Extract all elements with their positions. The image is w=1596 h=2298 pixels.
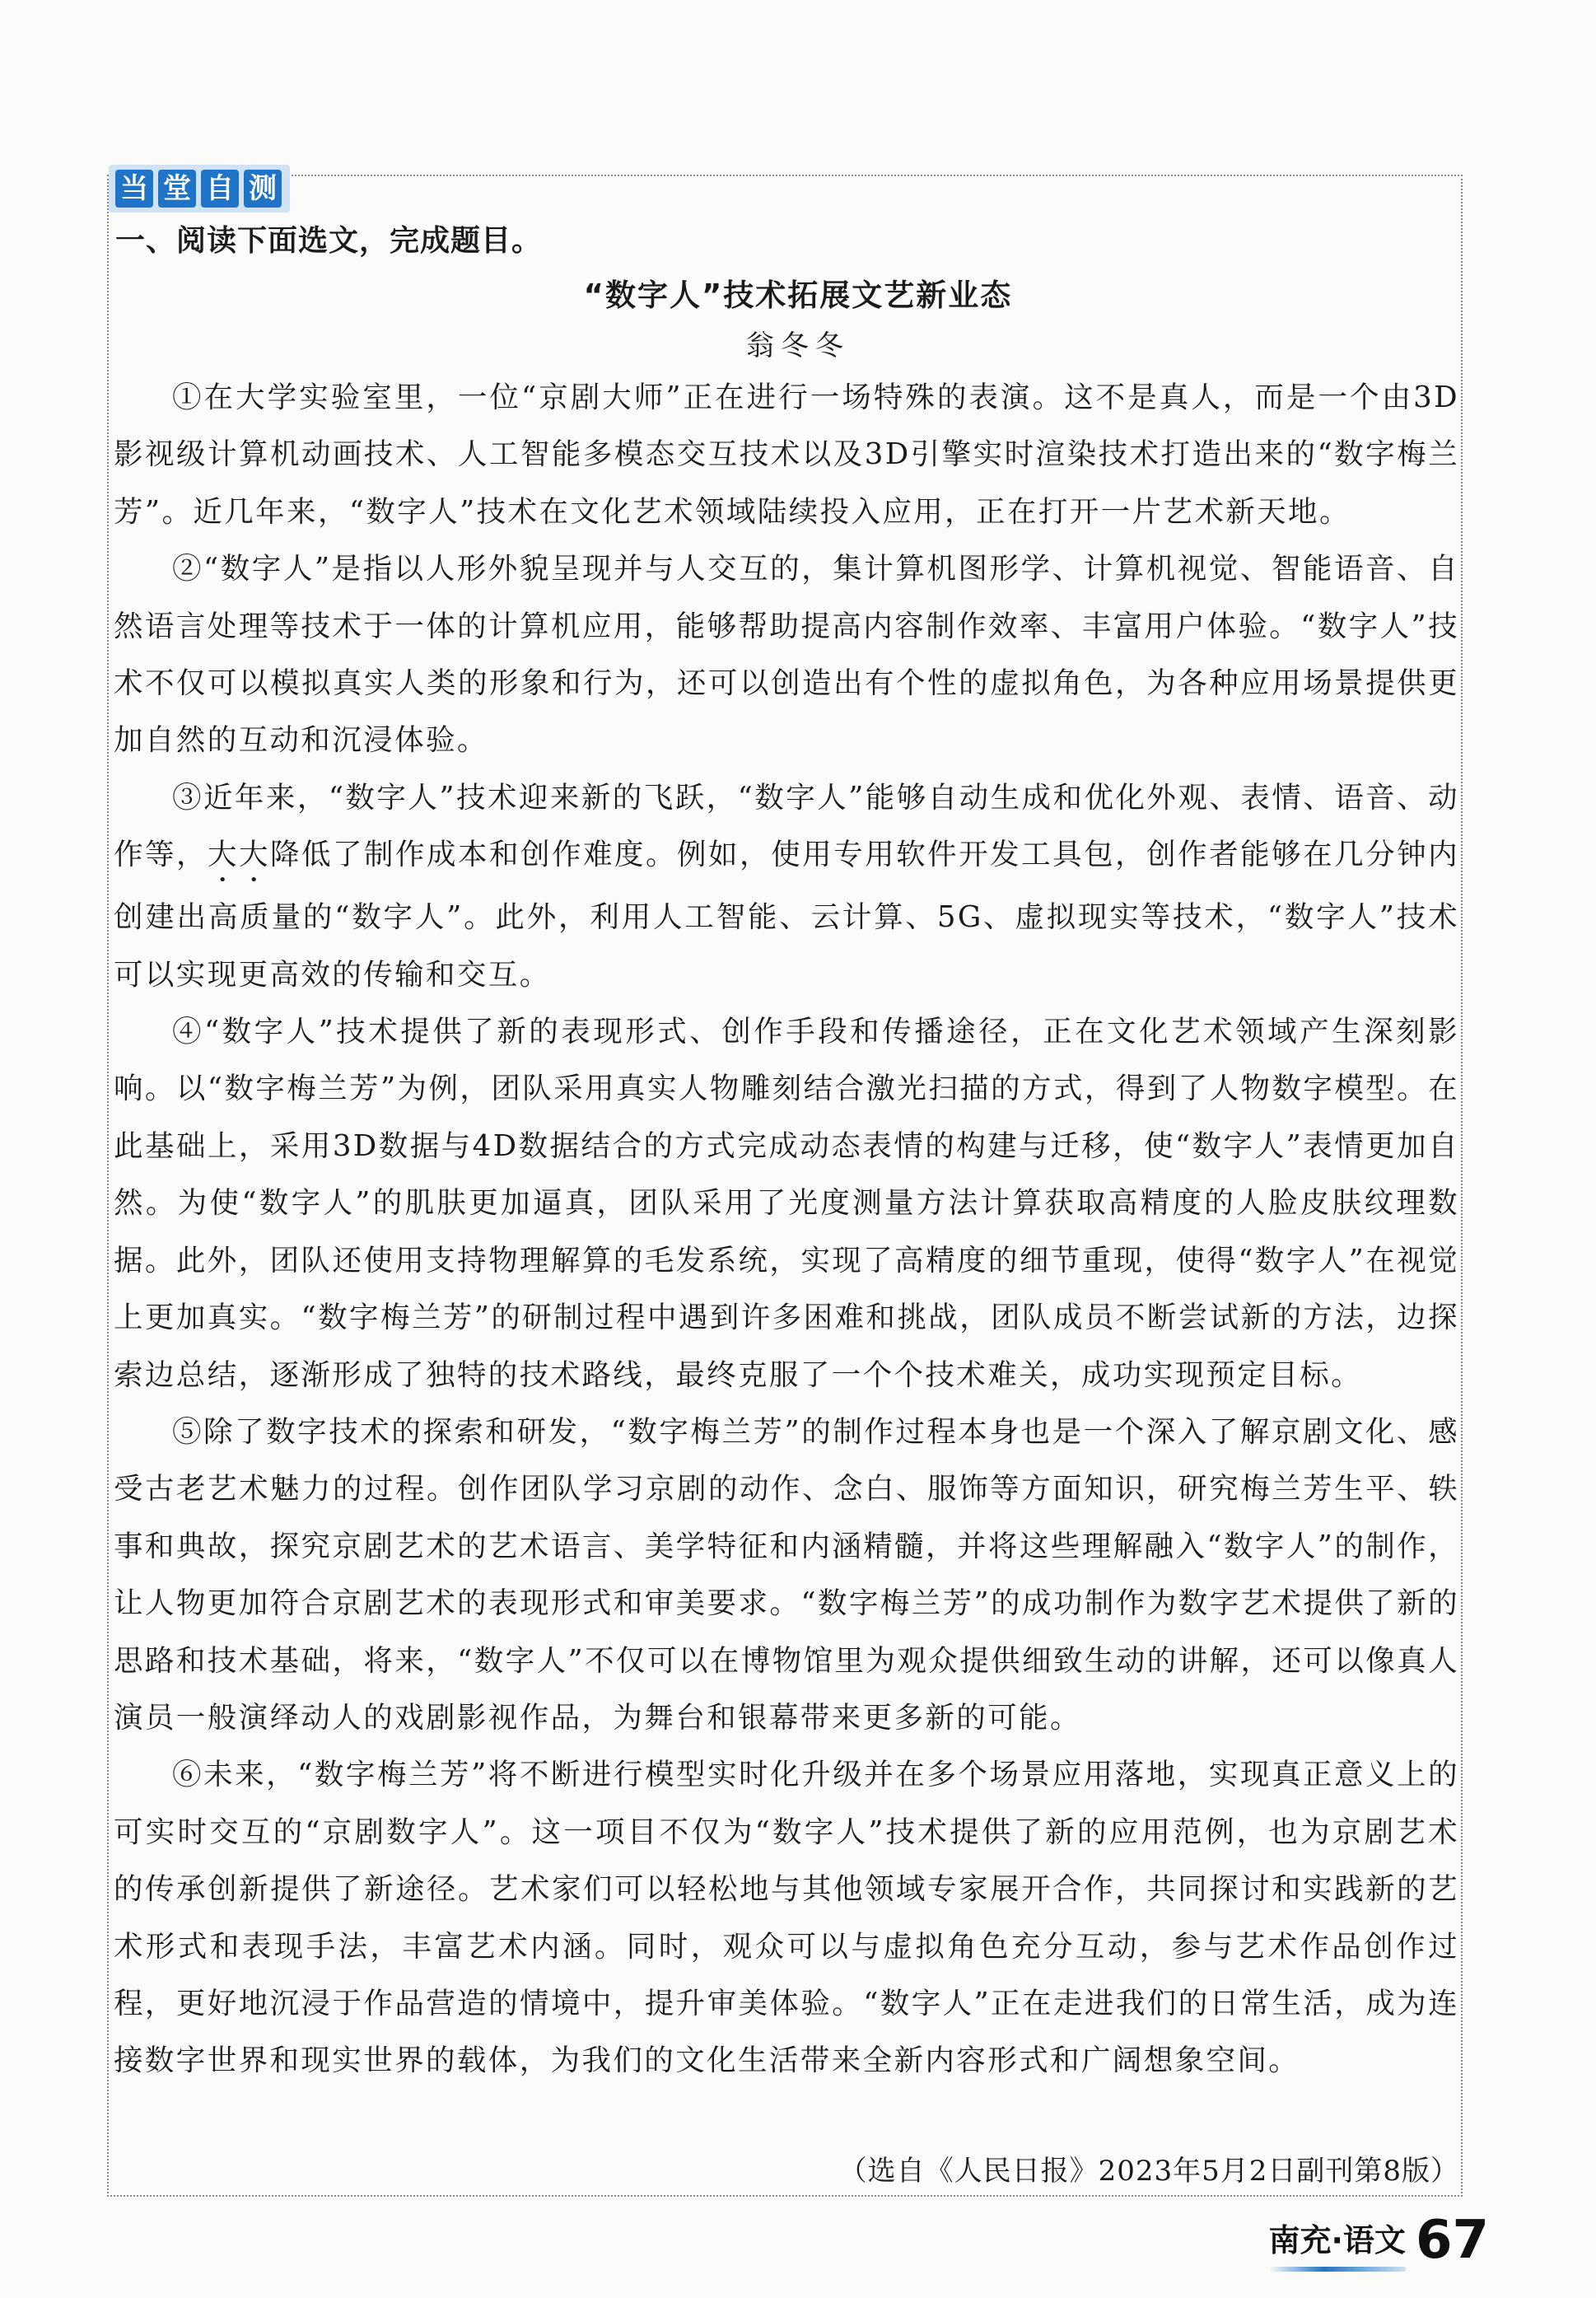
paragraph-4: ④“数字人”技术提供了新的表现形式、创作手段和传播途径，正在文化艺术领域产生深刻影响。以“数字梅兰芳”为例，团队采用真实人物雕刻结合激光扫描的方式，得到了人物数字模型。在此基础上，采用3D数据与4D数据结合的方式完成动态表情的构建与迁移，使“数字人”表情更加自然。为使“数字人”的肌肤更加逼真，团队采用了光度测量方法计算获取高精度的人脸皮肤纹理数据。此外，团队还使用支持物理解算的毛发系统，实现了高精度的细节重现，使得“数字人”在视觉上更加真实。“数字梅兰芳”的研制过程中遇到许多困难和挑战，团队成员不断尝试新的方法，边探索边总结，逐渐形成了独特的技术路线，最终克服了一个个技术难关，成功实现预定目标。 <box>114 1015 1459 1392</box>
article-title: “数字人”技术拓展文艺新业态 <box>583 278 1013 313</box>
footer-label: 南充·语文 <box>1269 2215 1406 2267</box>
emphasized-word: 大大 <box>208 838 271 872</box>
paragraph-2: ②“数字人”是指以人形外貌呈现并与人交互的，集计算机图形学、计算机视觉、智能语音、自然语言处理等技术于一体的计算机应用，能够帮助提高内容制作效率、丰富用户体验。“数字人”技术不仅可以模拟真实人类的形象和行为，还可以创造出有个性的虚拟角色，为各种应用场景提供更加自然的互动和沉浸体验。 <box>114 552 1459 758</box>
article-author: 翁冬冬 <box>746 329 850 362</box>
paragraph-3-part-2: 降低了制作成本和创作难度。例如，使用专用软件开发工具包，创作者能够在几分钟内创建出高质量的“数字人”。此外，利用人工智能、云计算、5G、虚拟现实等技术，“数字人”技术可以实现更高效的传输和交互。 <box>114 838 1460 992</box>
task-instruction: 一、阅读下面选文，完成题目。 <box>115 224 543 258</box>
page-footer <box>1268 2210 1490 2271</box>
section-badge-char: 堂 <box>158 170 196 208</box>
paragraph-1: ①在大学实验室里，一位“京剧大师”正在进行一场特殊的表演。这不是真人，而是一个由3D影视级计算机动画技术、人工智能多模态交互技术以及3D引擎实时渲染技术打造出来的“数字梅兰芳”。近几年来，“数字人”技术在文化艺术领域陆续投入应用，正在打开一片艺术新天地。 <box>114 381 1459 529</box>
article-body <box>114 369 1459 2090</box>
paragraph-6: ⑥未来，“数字梅兰芳”将不断进行模型实时化升级并在多个场景应用落地，实现真正意义上的可实时交互的“京剧数字人”。这一项目不仅为“数字人”技术提供了新的应用范例，也为京剧艺术的传承创新提供了新途径。艺术家们可以轻松地与其他领域专家展开合作，共同探讨和实践新的艺术形式和表现手法，丰富艺术内涵。同时，观众可以与虚拟角色充分互动，参与艺术作品创作过程，更好地沉浸于作品营造的情境中，提升审美体验。“数字人”正在走进我们的日常生活，成为连接数字世界和现实世界的载体，为我们的文化生活带来全新内容形式和广阔想象空间。 <box>114 1758 1459 2078</box>
page-number: 67 <box>1415 2210 1489 2271</box>
article-source: （选自《人民日报》2023年5月2日副刊第8版） <box>838 2155 1459 2188</box>
paragraph-5: ⑤除了数字技术的探索和研发，“数字梅兰芳”的制作过程本身也是一个深入了解京剧文化、感受古老艺术魅力的过程。创作团队学习京剧的动作、念白、服饰等方面知识，研究梅兰芳生平、轶事和典故，探究京剧艺术的艺术语言、美学特征和内涵精髓，并将这些理解融入“数字人”的制作，让人物更加符合京剧艺术的表现形式和审美要求。“数字梅兰芳”的成功制作为数字艺术提供了新的思路和技术基础，将来，“数字人”不仅可以在博物馆里为观众提供细致生动的讲解，还可以像真人演员一般演绎动人的戏剧影视作品，为舞台和银幕带来更多新的可能。 <box>114 1414 1459 1735</box>
section-badge <box>109 165 290 213</box>
section-badge-char: 当 <box>115 170 153 208</box>
paragraph-3 <box>114 769 1459 1003</box>
paragraph-3-part-1: ③近年来，“数字人”技术迎来新的飞跃，“数字人”能够自动生成和优化外观、表情、语音、动作等， <box>114 780 1459 872</box>
section-badge-char: 自 <box>201 170 239 208</box>
section-badge-char: 测 <box>244 170 282 208</box>
